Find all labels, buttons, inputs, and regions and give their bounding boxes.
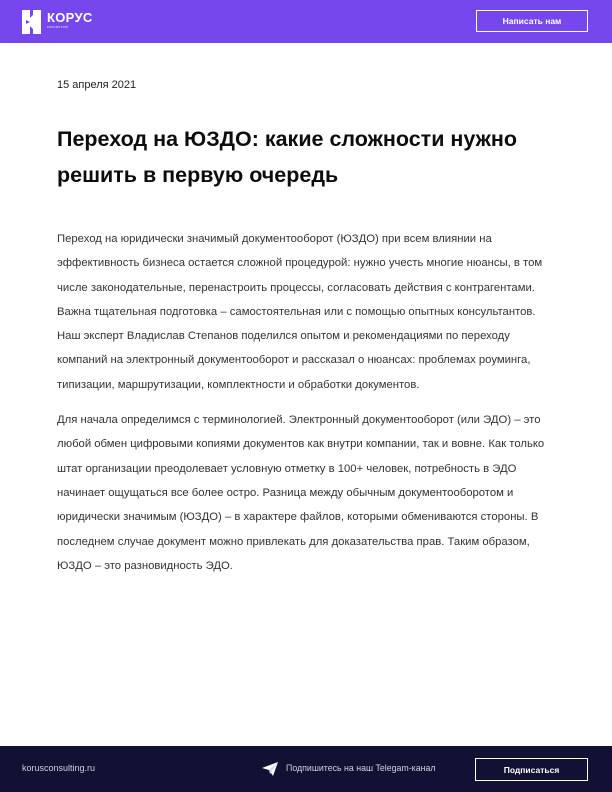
article-date: 15 апреля 2021 (57, 79, 137, 91)
article-body (57, 227, 557, 589)
logo-subtitle: консалтинг (47, 25, 69, 29)
telegram-icon[interactable] (262, 762, 278, 776)
korus-logo-icon (22, 10, 41, 34)
logo-name: КОРУС (47, 10, 93, 25)
contact-us-button[interactable]: Написать нам (476, 10, 588, 32)
article-title: Переход на ЮЗДО: какие сложности нужно решить в первую очередь (57, 127, 517, 187)
site-link[interactable]: korusconsulting.ru (22, 763, 96, 773)
subscribe-button[interactable]: Подписаться (475, 758, 588, 781)
footer (0, 746, 612, 792)
article-paragraph: Переход на юридически значимый документооборот (ЮЗДО) при всем влиянии на эффективность бизнеса остается сложной процедурой: нужно учесть многие нюансы, в том числе законодательные, перенастроить процессы, согласовать действия с контрагентами. Важна тщательная подготовка – самостоятельная или с помощью опытных консультантов. Наш эксперт Владислав Степанов поделился опытом и рекомендациями по переходу компаний на электронный документооборот и рассказал о нюансах: проблемах роуминга, типизации, маршрутизации, комплектности и обработки документов. (57, 233, 543, 391)
logo[interactable] (22, 10, 93, 34)
telegram-subscribe-text[interactable]: Подпишитесь на наш Telegam-канал (286, 763, 436, 773)
article-paragraph: Для начала определимся с терминологией. Электронный документооборот (или ЭДО) – это любой обмен цифровыми копиями документов как внутри компании, так и вовне. Как только штат организации преодолевает условную отметку в 100+ человек, потребность в ЭДО начинает ощущаться все более остро. Разница между обычным документооборотом и юридически значимым (ЮЗДО) – в характере файлов, которыми обмениваются стороны. В последнем случае документ можно привлекать для доказательства прав. Таким образом, ЮЗДО – это разновидность ЭДО. (57, 414, 545, 572)
header (0, 0, 612, 43)
